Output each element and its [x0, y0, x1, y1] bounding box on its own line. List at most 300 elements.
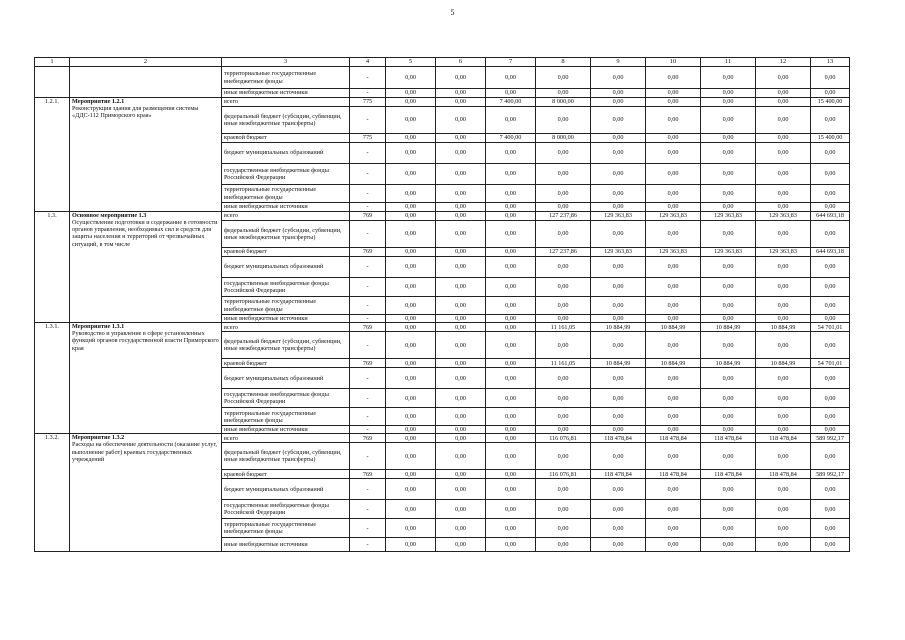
value-cell: 118 478,84 [591, 434, 646, 443]
funding-source: бюджет муниципальных образований [222, 257, 350, 278]
value-cell: 0,00 [756, 107, 811, 134]
value-cell: 589 992,17 [811, 470, 850, 479]
value-cell: 0,00 [386, 368, 436, 389]
value-cell: 0,00 [486, 164, 536, 185]
value-cell: 0,00 [756, 426, 811, 434]
value-cell: 10 884,99 [646, 359, 701, 368]
value-cell: 0,00 [811, 107, 850, 134]
value-cell: 11 161,05 [536, 359, 591, 368]
value-cell: 0,00 [436, 185, 486, 203]
value-cell: 0,00 [591, 368, 646, 389]
value-cell: 0,00 [756, 315, 811, 323]
value-cell: 0,00 [486, 359, 536, 368]
value-cell: 0,00 [756, 164, 811, 185]
value-cell: 0,00 [386, 203, 436, 212]
value-cell: 0,00 [386, 315, 436, 323]
value-cell: 0,00 [486, 434, 536, 443]
activity-title: Основное мероприятие 1.3 [72, 212, 147, 219]
value-cell: 0,00 [591, 278, 646, 297]
value-cell: 118 478,84 [701, 434, 756, 443]
value-cell: - [350, 500, 386, 519]
header-cell: 8 [536, 58, 591, 67]
header-cell: 6 [436, 58, 486, 67]
funding-source: всего [222, 434, 350, 443]
activity-title: Мероприятие 1.3.2 [72, 434, 125, 442]
value-cell: 0,00 [436, 470, 486, 479]
value-cell: - [350, 443, 386, 470]
value-cell: 0,00 [811, 257, 850, 278]
value-cell: - [350, 368, 386, 389]
value-cell: 0,00 [591, 426, 646, 434]
value-cell: 0,00 [811, 332, 850, 359]
value-cell: 0,00 [386, 443, 436, 470]
value-cell: 0,00 [811, 278, 850, 297]
value-cell: 0,00 [386, 408, 436, 426]
value-cell: 0,00 [591, 519, 646, 538]
value-cell: 0,00 [591, 203, 646, 212]
value-cell: 0,00 [756, 89, 811, 98]
value-cell: - [350, 332, 386, 359]
funding-source: бюджет муниципальных образований [222, 479, 350, 500]
value-cell: 0,00 [386, 257, 436, 278]
funding-source: государственные внебюджетные фонды Российской Федерации [222, 278, 350, 297]
value-cell: 0,00 [701, 389, 756, 408]
value-cell: 0,00 [386, 332, 436, 359]
value-cell: 0,00 [701, 332, 756, 359]
value-cell: 0,00 [386, 519, 436, 538]
value-cell: 116 076,81 [536, 470, 591, 479]
value-cell: 10 884,99 [756, 323, 811, 332]
value-cell: 0,00 [486, 519, 536, 538]
value-cell: 0,00 [536, 443, 591, 470]
value-cell: 0,00 [591, 408, 646, 426]
header-cell: 10 [646, 58, 701, 67]
value-cell: - [350, 89, 386, 98]
value-cell: 10 884,99 [591, 323, 646, 332]
value-cell: 0,00 [756, 143, 811, 164]
value-cell: 0,00 [646, 479, 701, 500]
value-cell: 10 884,99 [646, 323, 701, 332]
value-cell: 0,00 [486, 426, 536, 434]
value-cell: 0,00 [536, 538, 591, 552]
activity-title: Мероприятие 1.2.1 [72, 98, 125, 105]
value-cell: 0,00 [486, 538, 536, 552]
value-cell: 0,00 [436, 368, 486, 389]
value-cell: 0,00 [436, 315, 486, 323]
value-cell: 0,00 [386, 426, 436, 434]
funding-source: всего [222, 212, 350, 221]
value-cell: 0,00 [811, 143, 850, 164]
value-cell: 0,00 [436, 107, 486, 134]
value-cell: - [350, 426, 386, 434]
value-cell: 0,00 [701, 98, 756, 107]
value-cell: 0,00 [436, 164, 486, 185]
value-cell: 0,00 [756, 443, 811, 470]
header-cell: 5 [386, 58, 436, 67]
value-cell: 0,00 [536, 297, 591, 315]
value-cell: 0,00 [701, 257, 756, 278]
value-cell: 0,00 [536, 389, 591, 408]
value-cell: 0,00 [386, 107, 436, 134]
value-cell: 0,00 [646, 426, 701, 434]
value-cell: 0,00 [646, 443, 701, 470]
value-cell: 0,00 [701, 107, 756, 134]
value-cell: 0,00 [436, 98, 486, 107]
value-cell: 0,00 [536, 500, 591, 519]
value-cell: 0,00 [646, 408, 701, 426]
value-cell: - [350, 257, 386, 278]
value-cell: 0,00 [486, 500, 536, 519]
value-cell: 644 693,18 [811, 212, 850, 221]
value-cell: 589 992,17 [811, 434, 850, 443]
value-cell: 127 237,86 [536, 212, 591, 221]
value-cell: 0,00 [436, 323, 486, 332]
value-cell: 0,00 [486, 143, 536, 164]
value-cell: 0,00 [536, 332, 591, 359]
value-cell: 0,00 [646, 134, 701, 143]
value-cell: 0,00 [701, 278, 756, 297]
value-cell: 0,00 [811, 297, 850, 315]
value-cell: 0,00 [436, 257, 486, 278]
value-cell: 0,00 [536, 107, 591, 134]
value-cell: 0,00 [756, 67, 811, 89]
value-cell: 0,00 [811, 408, 850, 426]
value-cell: 0,00 [386, 500, 436, 519]
value-cell: 0,00 [591, 538, 646, 552]
header-cell: 13 [811, 58, 850, 67]
value-cell: 0,00 [436, 538, 486, 552]
value-cell: 129 363,83 [591, 212, 646, 221]
value-cell: 0,00 [701, 185, 756, 203]
value-cell: - [350, 389, 386, 408]
value-cell: 0,00 [591, 98, 646, 107]
value-cell: 0,00 [701, 297, 756, 315]
value-cell: 129 363,83 [756, 248, 811, 257]
value-cell: 0,00 [646, 89, 701, 98]
value-cell: 0,00 [591, 443, 646, 470]
value-cell: 0,00 [591, 89, 646, 98]
value-cell: 0,00 [646, 164, 701, 185]
value-cell: 0,00 [386, 164, 436, 185]
table-row [35, 67, 850, 89]
value-cell: - [350, 408, 386, 426]
value-cell: 0,00 [756, 332, 811, 359]
value-cell: 0,00 [811, 443, 850, 470]
value-cell: 0,00 [756, 185, 811, 203]
activity-description: Осуществление подготовки и содержание в готовности органов управления, необходимых сил и средств для защиты населения и территорий от чрезвычайных ситуаций, в том числе [72, 219, 218, 248]
value-cell: 0,00 [646, 98, 701, 107]
activity-cell [70, 323, 222, 434]
value-cell: 0,00 [591, 332, 646, 359]
value-cell: 129 363,83 [646, 212, 701, 221]
value-cell: 0,00 [701, 368, 756, 389]
value-cell: 0,00 [486, 323, 536, 332]
value-cell: 769 [350, 434, 386, 443]
value-cell: 0,00 [386, 479, 436, 500]
value-cell: 0,00 [591, 257, 646, 278]
value-cell: 0,00 [486, 470, 536, 479]
value-cell: 0,00 [646, 143, 701, 164]
funding-source: краевой бюджет [222, 359, 350, 368]
activity-cell [70, 67, 222, 98]
funding-source: территориальные государственные внебюджетные фонды [222, 297, 350, 315]
value-cell: 0,00 [436, 519, 486, 538]
value-cell: 0,00 [756, 278, 811, 297]
value-cell: 0,00 [591, 297, 646, 315]
table-row [35, 212, 850, 221]
value-cell: 0,00 [386, 323, 436, 332]
value-cell: 8 000,00 [536, 98, 591, 107]
value-cell: 0,00 [486, 315, 536, 323]
value-cell: 0,00 [811, 426, 850, 434]
value-cell: 0,00 [486, 278, 536, 297]
activity-description: Руководство и управление в сфере установленных функций органов государственной власти Приморского края [72, 330, 219, 352]
value-cell: 0,00 [536, 479, 591, 500]
value-cell: 0,00 [436, 443, 486, 470]
value-cell: 0,00 [756, 479, 811, 500]
funding-source: иные внебюджетные источники [222, 203, 350, 212]
value-cell: 0,00 [646, 107, 701, 134]
funding-source: иные внебюджетные источники [222, 89, 350, 98]
value-cell: 116 076,81 [536, 434, 591, 443]
value-cell: 0,00 [386, 470, 436, 479]
header-cell: 9 [591, 58, 646, 67]
value-cell: 0,00 [536, 203, 591, 212]
value-cell: 0,00 [811, 67, 850, 89]
value-cell: 0,00 [646, 389, 701, 408]
value-cell: 0,00 [386, 248, 436, 257]
value-cell: - [350, 479, 386, 500]
value-cell: 0,00 [536, 89, 591, 98]
value-cell: 0,00 [646, 185, 701, 203]
table-row [35, 434, 850, 443]
value-cell: 0,00 [811, 315, 850, 323]
header-cell: 4 [350, 58, 386, 67]
value-cell: 775 [350, 98, 386, 107]
value-cell: 0,00 [646, 519, 701, 538]
table-row [35, 98, 850, 107]
activity-title: Мероприятие 1.3.1 [72, 323, 125, 331]
header-cell: 12 [756, 58, 811, 67]
value-cell: - [350, 278, 386, 297]
funding-source: территориальные государственные внебюджетные фонды [222, 185, 350, 203]
value-cell: 0,00 [646, 538, 701, 552]
value-cell: 0,00 [701, 134, 756, 143]
value-cell: 118 478,84 [646, 434, 701, 443]
value-cell: - [350, 538, 386, 552]
value-cell: 0,00 [486, 297, 536, 315]
value-cell: 0,00 [386, 143, 436, 164]
value-cell: 0,00 [486, 389, 536, 408]
value-cell: 0,00 [486, 212, 536, 221]
funding-source: краевой бюджет [222, 470, 350, 479]
value-cell: 129 363,83 [646, 248, 701, 257]
value-cell: 0,00 [436, 479, 486, 500]
value-cell: 0,00 [386, 297, 436, 315]
value-cell: 0,00 [591, 164, 646, 185]
value-cell: 0,00 [436, 434, 486, 443]
value-cell: 775 [350, 134, 386, 143]
value-cell: 0,00 [486, 185, 536, 203]
value-cell: 10 884,99 [701, 359, 756, 368]
funding-source: иные внебюджетные источники [222, 315, 350, 323]
activity-description: Расходы на обеспечение деятельности (оказание услуг, выполнение работ) краевых государственных учреждений [72, 441, 217, 463]
value-cell: 0,00 [486, 248, 536, 257]
header-cell: 2 [70, 58, 222, 67]
value-cell: 0,00 [386, 98, 436, 107]
value-cell: 0,00 [486, 368, 536, 389]
value-cell: 10 884,99 [701, 323, 756, 332]
value-cell: 0,00 [536, 408, 591, 426]
funding-source: бюджет муниципальных образований [222, 368, 350, 389]
value-cell: 0,00 [536, 221, 591, 248]
item-number: 1.2.1. [35, 98, 70, 212]
value-cell: 0,00 [536, 185, 591, 203]
header-cell: 1 [35, 58, 70, 67]
value-cell: 54 701,01 [811, 323, 850, 332]
value-cell: 0,00 [591, 389, 646, 408]
value-cell: - [350, 143, 386, 164]
value-cell: 0,00 [436, 221, 486, 248]
value-cell: 0,00 [756, 134, 811, 143]
value-cell: 0,00 [756, 257, 811, 278]
value-cell: - [350, 107, 386, 134]
item-number: 1.3.2. [35, 434, 70, 552]
value-cell: 0,00 [701, 538, 756, 552]
value-cell: 0,00 [486, 257, 536, 278]
value-cell: 0,00 [386, 212, 436, 221]
value-cell: 0,00 [646, 221, 701, 248]
value-cell: 0,00 [536, 164, 591, 185]
value-cell: 0,00 [811, 519, 850, 538]
funding-source: краевой бюджет [222, 134, 350, 143]
value-cell: 0,00 [701, 315, 756, 323]
funding-source: федеральный бюджет (субсидии, субвенции, иные межбюджетные трансферты) [222, 332, 350, 359]
value-cell: 129 363,83 [701, 248, 756, 257]
value-cell: - [350, 67, 386, 89]
activity-cell [70, 434, 222, 552]
value-cell: 0,00 [536, 257, 591, 278]
value-cell: 0,00 [646, 332, 701, 359]
value-cell: 118 478,84 [591, 470, 646, 479]
value-cell: 0,00 [591, 134, 646, 143]
value-cell: 0,00 [701, 221, 756, 248]
value-cell: 0,00 [486, 408, 536, 426]
value-cell: 0,00 [436, 389, 486, 408]
value-cell: 0,00 [436, 359, 486, 368]
value-cell: 0,00 [701, 408, 756, 426]
value-cell: 0,00 [486, 67, 536, 89]
value-cell: 0,00 [386, 67, 436, 89]
value-cell: 769 [350, 212, 386, 221]
value-cell: 0,00 [436, 134, 486, 143]
item-number: 1.3.1. [35, 323, 70, 434]
header-row [35, 58, 850, 67]
value-cell: 0,00 [436, 67, 486, 89]
activity-cell [70, 98, 222, 212]
value-cell: 0,00 [756, 221, 811, 248]
value-cell: 0,00 [646, 297, 701, 315]
funding-source: всего [222, 98, 350, 107]
value-cell: 0,00 [536, 368, 591, 389]
value-cell: 127 237,86 [536, 248, 591, 257]
value-cell: 0,00 [486, 107, 536, 134]
value-cell: 0,00 [386, 434, 436, 443]
value-cell: - [350, 185, 386, 203]
funding-source: краевой бюджет [222, 248, 350, 257]
value-cell: 10 884,99 [756, 359, 811, 368]
value-cell: 0,00 [591, 221, 646, 248]
value-cell: 0,00 [646, 257, 701, 278]
funding-source: всего [222, 323, 350, 332]
page-number: 5 [450, 8, 455, 17]
value-cell: 0,00 [811, 185, 850, 203]
value-cell: 0,00 [646, 500, 701, 519]
value-cell: 0,00 [646, 278, 701, 297]
value-cell: 0,00 [591, 479, 646, 500]
value-cell: 0,00 [756, 368, 811, 389]
value-cell: 15 400,00 [811, 98, 850, 107]
table-row [35, 323, 850, 332]
value-cell: 7 400,00 [486, 98, 536, 107]
value-cell: 0,00 [486, 203, 536, 212]
value-cell: 0,00 [701, 500, 756, 519]
value-cell: 118 478,84 [646, 470, 701, 479]
value-cell: 0,00 [756, 297, 811, 315]
funding-source: государственные внебюджетные фонды Российской Федерации [222, 164, 350, 185]
value-cell: 0,00 [486, 332, 536, 359]
value-cell: 0,00 [701, 89, 756, 98]
value-cell: 0,00 [811, 221, 850, 248]
activity-cell [70, 212, 222, 323]
value-cell: - [350, 519, 386, 538]
value-cell: 0,00 [646, 67, 701, 89]
value-cell: 118 478,84 [756, 470, 811, 479]
value-cell: 11 161,05 [536, 323, 591, 332]
value-cell: 0,00 [486, 479, 536, 500]
funding-source: федеральный бюджет (субсидии, субвенции, иные межбюджетные трансферты) [222, 443, 350, 470]
value-cell: 0,00 [811, 500, 850, 519]
funding-source: иные внебюджетные источники [222, 426, 350, 434]
value-cell: 0,00 [646, 315, 701, 323]
value-cell: 0,00 [811, 368, 850, 389]
value-cell: 8 000,00 [536, 134, 591, 143]
funding-source: федеральный бюджет (субсидии, субвенции, иные межбюджетные трансферты) [222, 107, 350, 134]
value-cell: 0,00 [701, 143, 756, 164]
value-cell: 769 [350, 323, 386, 332]
value-cell: 0,00 [436, 89, 486, 98]
value-cell: 0,00 [701, 203, 756, 212]
value-cell: 0,00 [646, 368, 701, 389]
value-cell: 0,00 [701, 519, 756, 538]
value-cell: 769 [350, 470, 386, 479]
header-cell: 7 [486, 58, 536, 67]
item-number [35, 67, 70, 98]
value-cell: 7 400,00 [486, 134, 536, 143]
value-cell: 0,00 [701, 67, 756, 89]
funding-source: иные внебюджетные источники [222, 538, 350, 552]
value-cell: 0,00 [811, 164, 850, 185]
value-cell: 0,00 [436, 278, 486, 297]
value-cell: 0,00 [811, 479, 850, 500]
value-cell: 0,00 [701, 479, 756, 500]
value-cell: 54 701,01 [811, 359, 850, 368]
value-cell: 769 [350, 359, 386, 368]
funding-source: федеральный бюджет (субсидии, субвенции, иные межбюджетные трансферты) [222, 221, 350, 248]
value-cell: 0,00 [436, 332, 486, 359]
value-cell: 0,00 [756, 538, 811, 552]
value-cell: 0,00 [811, 89, 850, 98]
